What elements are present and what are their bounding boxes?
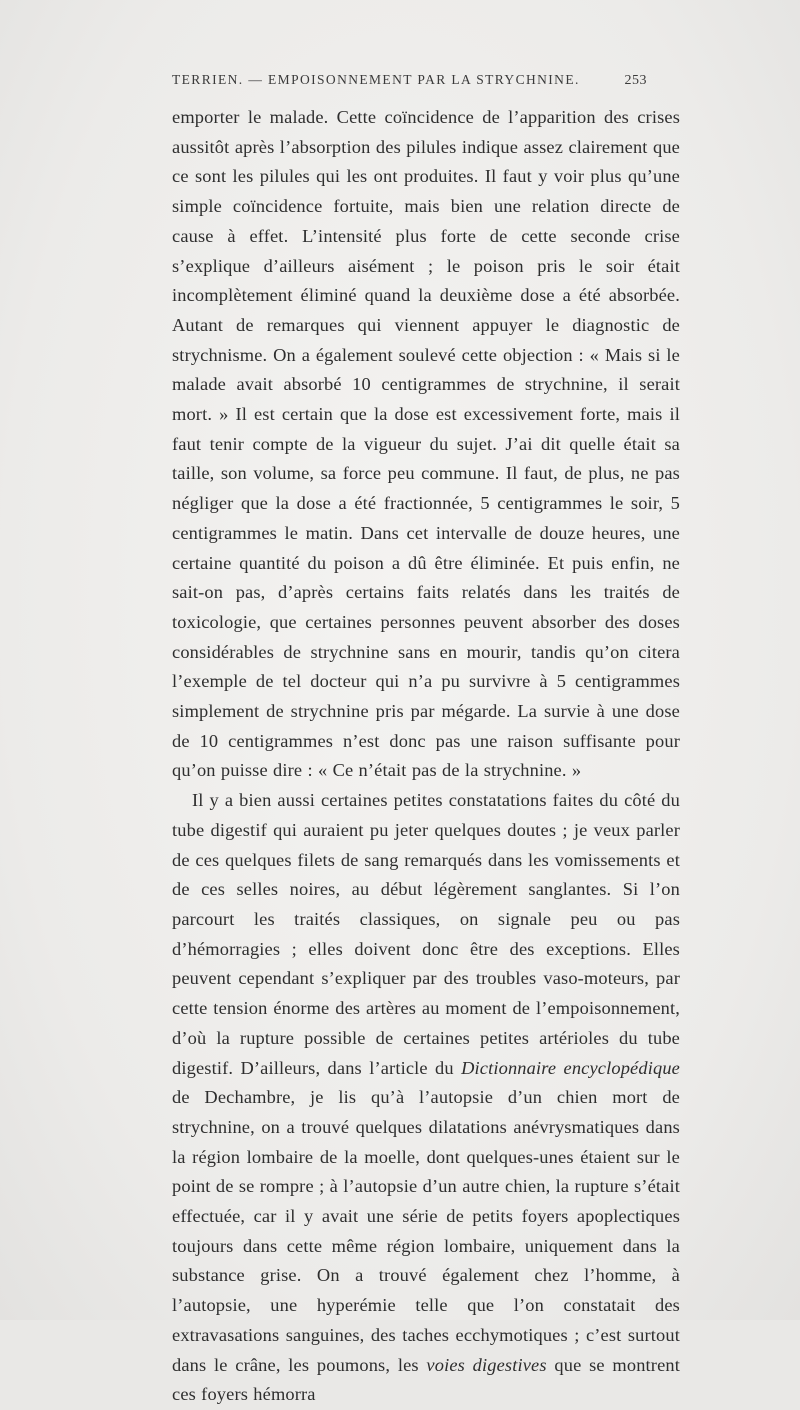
paragraph-2	[172, 786, 680, 1410]
running-title: TERRIEN. — EMPOISONNEMENT PAR LA STRYCHNINE.	[172, 72, 580, 87]
digestive-ways-phrase: voies digestives	[426, 1354, 547, 1375]
body-text	[172, 103, 680, 1410]
paragraph-2-part-c: que se montrent ces foyers hémorra	[172, 1354, 680, 1405]
page-number: 253	[624, 73, 647, 88]
paragraph-2-part-a: Il y a bien aussi certaines petites constatations faites du côté du tube digestif qui auraient pu jeter quelques doutes ; je veux parler de ces quelques filets de sang remarqués dans les vomissements et de ces selles noires, au début légèrement sanglantes. Si l’on parcourt les traités classiques, on signale peu ou pas d’hémorragies ; elles doivent donc être des exceptions. Elles peuvent cependant s’expliquer par des troubles vaso-moteurs, par cette tension énorme des artères au moment de l’empoisonnement, d’où la rupture possible de certaines petites artérioles du tube digestif. D’ailleurs, dans l’article du	[172, 790, 680, 1078]
paragraph-2-part-b: de Dechambre, je lis qu’à l’autopsie d’un chien mort de strychnine, on a trouvé quelques dilatations anévrysmatiques dans la région lombaire de la moelle, dont quelques-unes étaient sur le point de se rompre ; à l’autopsie d’un autre chien, la rupture s’était effectuée, car il y avait une série de petits foyers apoplectiques toujours dans cette même région lombaire, uniquement dans la substance grise. On a trouvé également chez l’homme, à l’autopsie, une hyperémie telle que l’on constatait des extravasations sanguines, des taches ecchymotiques ; c’est surtout dans le crâne, les poumons, les	[172, 1087, 680, 1375]
paragraph-1: emporter le malade. Cette coïncidence de l’apparition des crises aussitôt après l’absorption des pilules indique assez clairement que ce sont les pilules qui les ont produites. Il faut y voir plus qu’une simple coïncidence fortuite, mais bien une relation directe de cause à effet. L’intensité plus forte de cette seconde crise s’explique d’ailleurs aisément ; le poison pris le soir était incomplètement éliminé quand la deuxième dose a été absorbée. Autant de remarques qui viennent appuyer le diagnostic de strychnisme. On a également soulevé cette objection : « Mais si le malade avait absorbé 10 centigrammes de strychnine, il serait mort. » Il est certain que la dose est excessivement forte, mais il faut tenir compte de la vigueur du sujet. J’ai dit quelle était sa taille, son volume, sa force peu commune. Il faut, de plus, ne pas négliger que la dose a été fractionnée, 5 centigrammes le soir, 5 centigrammes le matin. Dans cet intervalle de douze heures, une certaine quantité du poison a dû être éliminée. Et puis enfin, ne sait-on pas, d’après certains faits relatés dans les traités de toxicologie, que certaines personnes peuvent absorber des doses considérables de strychnine sans en mourir, tandis qu’on citera l’exemple de tel docteur qui n’a pu survivre à 5 centigrammes simplement de strychnine pris par mégarde. La survie à une dose de 10 centigrammes n’est donc pas une raison suffisante pour qu’on puisse dire : « Ce n’était pas de la strychnine. »	[172, 107, 680, 781]
running-header	[172, 72, 647, 89]
dictionary-title: Dictionnaire encyclopédique	[461, 1057, 680, 1078]
